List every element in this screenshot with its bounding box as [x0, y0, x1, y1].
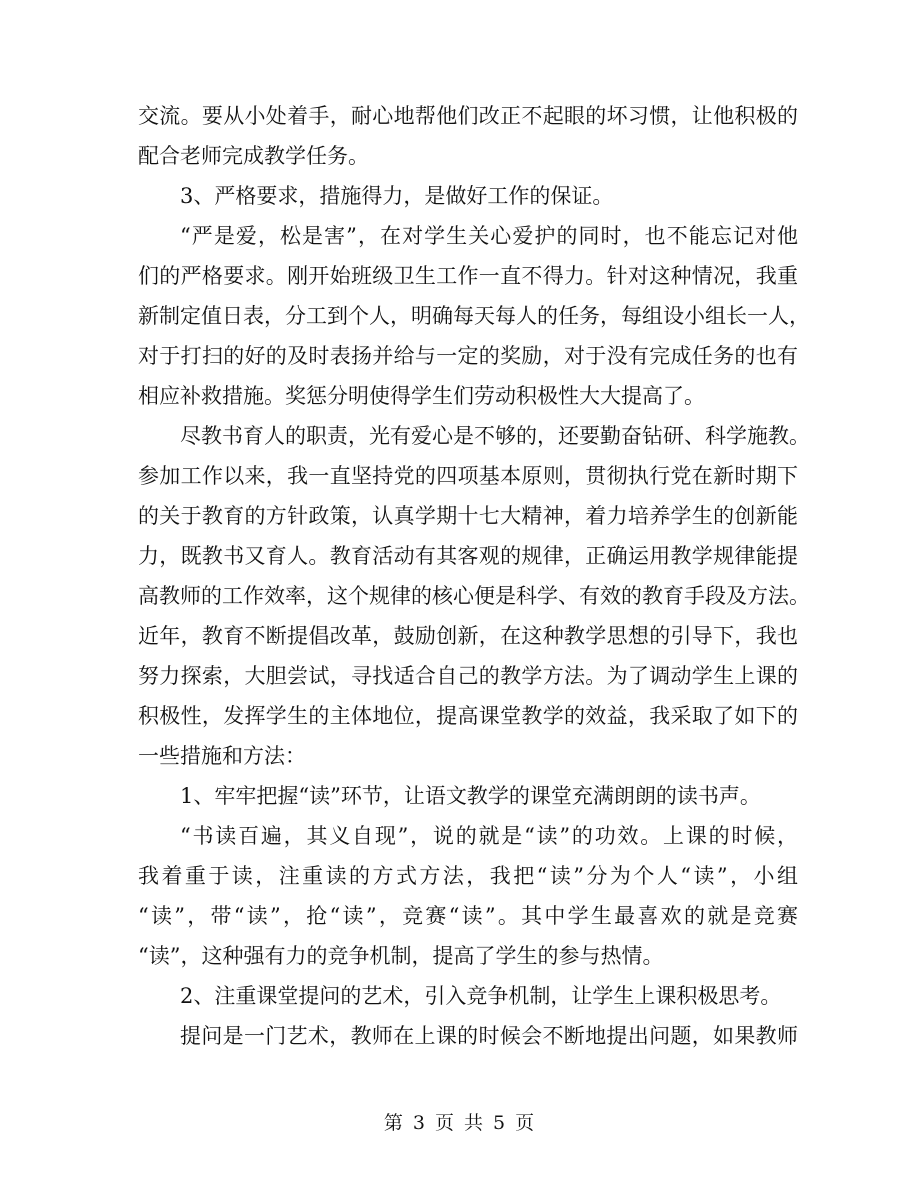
text-line: 力，既教书又育人。教育活动有其客观的规律，正确运用教学规律能提 — [138, 544, 798, 568]
text-line: 近年，教育不断提倡改革，鼓励创新，在这种教学思想的引导下，我也 — [138, 624, 798, 648]
text-line: 参加工作以来，我一直坚持党的四项基本原则，贯彻执行党在新时期下 — [138, 464, 798, 488]
text-line: 配合老师完成教学任务。 — [138, 144, 369, 168]
text-line: 对于打扫的好的及时表扬并给与一定的奖励，对于没有完成任务的也有 — [138, 344, 798, 368]
page-number-footer: 第 3 页 共 5 页 — [383, 1112, 537, 1134]
text-line: 的关于教育的方针政策，认真学期十七大精神，着力培养学生的创新能 — [138, 504, 798, 528]
text-line: 2、注重课堂提问的艺术，引入竞争机制，让学生上课积极思考。 — [180, 984, 782, 1008]
text-line: “读”，带“读”，抢“读”，竞赛“读”。其中学生最喜欢的就是竞赛 — [138, 904, 798, 928]
text-line: 我着重于读，注重读的方式方法，我把“读”分为个人“读”，小组 — [138, 864, 798, 888]
text-line: 提问是一门艺术，教师在上课的时候会不断地提出问题，如果教师 — [180, 1024, 798, 1048]
text-line: 交流。要从小处着手，耐心地帮他们改正不起眼的坏习惯，让他积极的 — [138, 104, 798, 128]
text-line: 1、牢牢把握“读”环节，让语文教学的课堂充满朗朗的读书声。 — [180, 784, 761, 808]
text-line: “读”，这种强有力的竞争机制，提高了学生的参与热情。 — [138, 944, 664, 968]
document-body — [138, 96, 810, 1056]
text-line: 高教师的工作效率，这个规律的核心便是科学、有效的教育手段及方法。 — [138, 584, 810, 608]
text-line: 新制定值日表，分工到个人，明确每天每人的任务，每组设小组长一人， — [138, 304, 810, 328]
text-line: 相应补救措施。奖惩分明使得学生们劳动积极性大大提高了。 — [138, 384, 705, 408]
text-line: 们的严格要求。刚开始班级卫生工作一直不得力。针对这种情况，我重 — [138, 264, 798, 288]
text-line: 积极性，发挥学生的主体地位，提高课堂教学的效益，我采取了如下的 — [138, 704, 798, 728]
text-line: 尽教书育人的职责，光有爱心是不够的，还要勤奋钻研、科学施教。 — [180, 424, 810, 448]
text-line: 努力探索，大胆尝试，寻找适合自己的教学方法。为了调动学生上课的 — [138, 664, 798, 688]
text-line: 一些措施和方法： — [138, 744, 306, 768]
text-line: 3、严格要求，措施得力，是做好工作的保证。 — [180, 184, 614, 208]
text-line: “书读百遍，其义自现”，说的就是“读”的功效。上课的时候， — [180, 824, 798, 848]
text-line: “严是爱，松是害”，在对学生关心爱护的同时，也不能忘记对他 — [180, 224, 798, 248]
